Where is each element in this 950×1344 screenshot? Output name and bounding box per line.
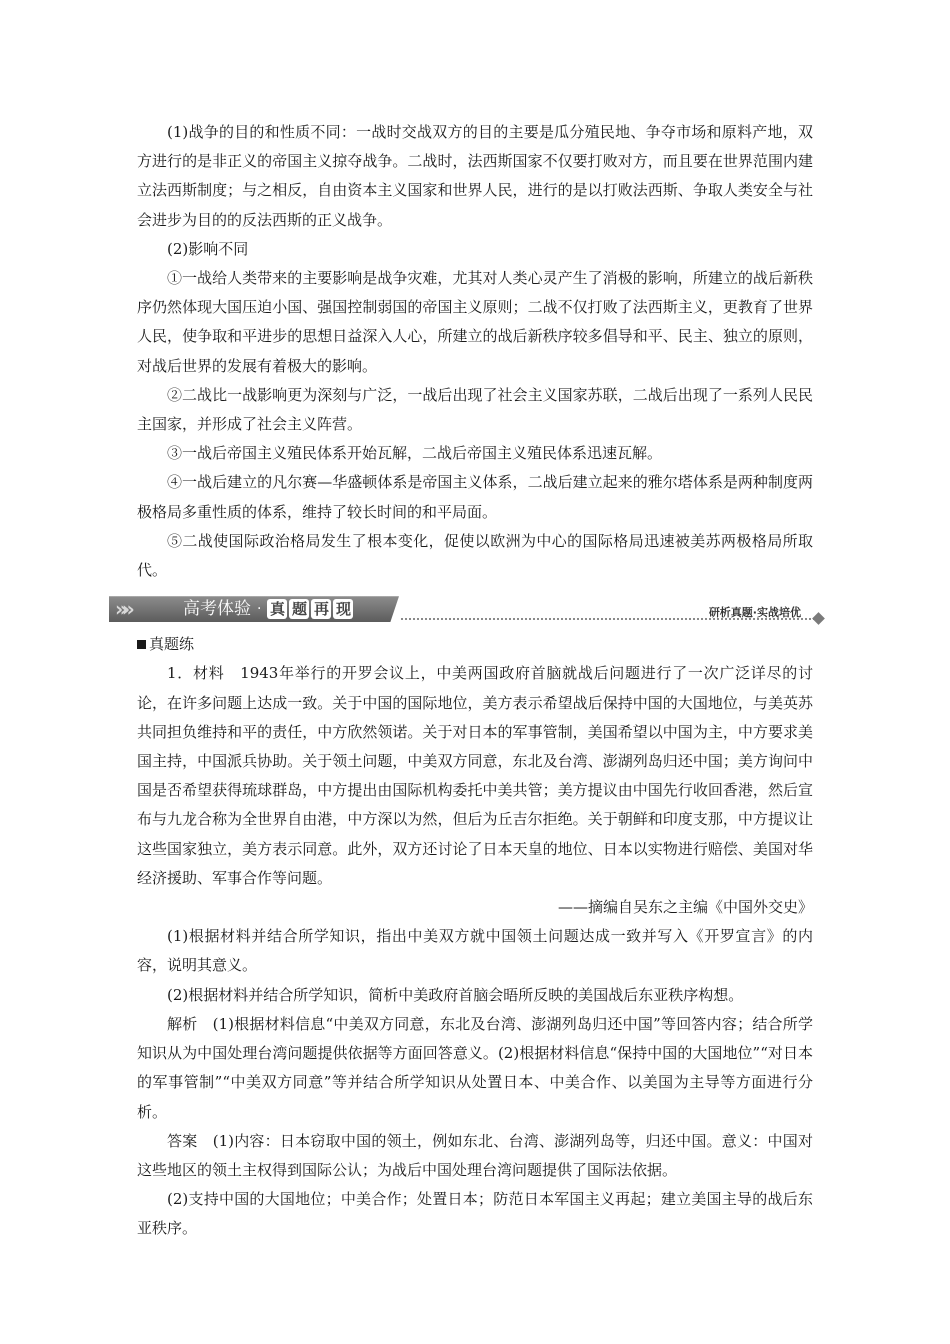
diamond-icon: [812, 612, 825, 625]
exam-section: [137, 630, 813, 1243]
document-body: [115, 118, 813, 1244]
paragraph: ④一战后建立的凡尔赛—华盛顿体系是帝国主义体系，二战后建立起来的雅尔塔体系是两种制度两极格局多重性质的体系，维持了较长时间的和平局面。: [137, 473, 813, 521]
paragraph: ①一战给人类带来的主要影响是战争灾难，尤其对人类心灵产生了消极的影响，所建立的战后新秩序仍然体现大国压迫小国、强国控制弱国的帝国主义原则；二战不仅打败了法西斯主义，更教育了世界人民，使争取和平进步的思想日益深入人心，所建立的战后新秩序较多倡导和平、民主、独立的原则，对战后世界的发展有着极大的影响。: [137, 269, 813, 375]
square-bullet-icon: [137, 640, 146, 649]
section-heading: [137, 630, 813, 659]
banner-dot: ·: [257, 601, 262, 618]
banner-highlight-char: 再: [311, 599, 331, 619]
paragraph: (2)影响不同: [167, 239, 249, 258]
sub-question: (1)根据材料并结合所学知识，指出中美双方就中国领土问题达成一致并写入《开罗宣言》的内容，说明其意义。: [137, 927, 813, 975]
banner-highlight-char: 现: [333, 599, 353, 619]
question-material: 1．材料 1943年举行的开罗会议上，中美两国政府首脑就战后问题进行了一次广泛详尽的讨论，在许多问题上达成一致。关于中国的国际地位，美方表示希望战后保持中国的大国地位，与美英苏共同担负维持和平的责任，中方欣然领诺。关于对日本的军事管制，美国希望以中国为主，中方要求美国主持，中国派兵协助。关于领土问题，中美双方同意，东北及台湾、澎湖列岛归还中国；美方询问中国是否希望获得琉球群岛，中方提出由国际机构委托中美共管；美方提议由中国先行收回香港，然后宣布与九龙合称为全世界自由港，中方深以为然，但后为丘吉尔拒绝。关于朝鲜和印度支那，中方提议让这些国家独立，美方表示同意。此外，双方还讨论了日本天皇的地位、日本以实物进行赔偿、美国对华经济援助、军事合作等问题。: [137, 664, 813, 887]
banner-highlight-char: 真: [267, 599, 287, 619]
paragraph: ③一战后帝国主义殖民体系开始瓦解，二战后帝国主义殖民体系迅速瓦解。: [167, 444, 663, 463]
source-attribution: ——摘编自吴东之主编《中国外交史》: [557, 898, 813, 917]
banner-highlight-char: 题: [289, 599, 309, 619]
paragraph: ⑤二战使国际政治格局发生了根本变化，促使以欧洲为中心的国际格局迅速被美苏两极格局所取代。: [137, 531, 813, 580]
answer-paragraph: 答案 (1)内容：日本窃取中国的领土，例如东北、台湾、澎湖列岛等，归还中国。意义：中国对这些地区的领土主权得到国际公认；为战后中国处理台湾问题提供了国际法依据。: [137, 1131, 813, 1179]
sub-question: (2)根据材料并结合所学知识，简析中美政府首脑会晤所反映的美国战后东亚秩序构想。: [167, 985, 744, 1004]
banner-title: [183, 596, 355, 622]
banner-title-text: 高考体验: [183, 599, 251, 620]
answer-paragraph: (2)支持中国的大国地位；中美合作；处置日本；防范日本军国主义再起；建立美国主导的战后东亚秩序。: [137, 1190, 813, 1238]
analysis-paragraph: 解析 (1)根据材料信息“中美双方同意，东北及台湾、澎湖列岛归还中国”等回答内容；结合所学知识从为中国处理台湾问题提供依据等方面回答意义。(2)根据材料信息“保持中国的大国地位”“对日本的军事管制”“中美双方同意”等并结合所学知识从处置日本、中美合作、以美国为主导等方面进行分析。: [137, 1014, 813, 1121]
double-chevron-icon: »»: [115, 597, 129, 622]
section-banner: [109, 594, 819, 624]
banner-subtitle: 研析真题·实战培优: [708, 606, 801, 620]
paragraph: ②二战比一战影响更为深刻与广泛，一战后出现了社会主义国家苏联，二战后出现了一系列人民民主国家，并形成了社会主义阵营。: [137, 385, 813, 434]
section-heading-text: 真题练: [149, 635, 195, 654]
paragraph: (1)战争的目的和性质不同：一战时交战双方的目的主要是瓜分殖民地、争夺市场和原料产地，双方进行的是非正义的帝国主义掠夺战争。二战时，法西斯国家不仅要打败对方，而且要在世界范围内建立法西斯制度；与之相反，自由资本主义国家和世界人民，进行的是以打败法西斯、争取人类安全与社会进步为目的的反法西斯的正义战争。: [137, 123, 813, 229]
comparison-section: [137, 118, 813, 585]
